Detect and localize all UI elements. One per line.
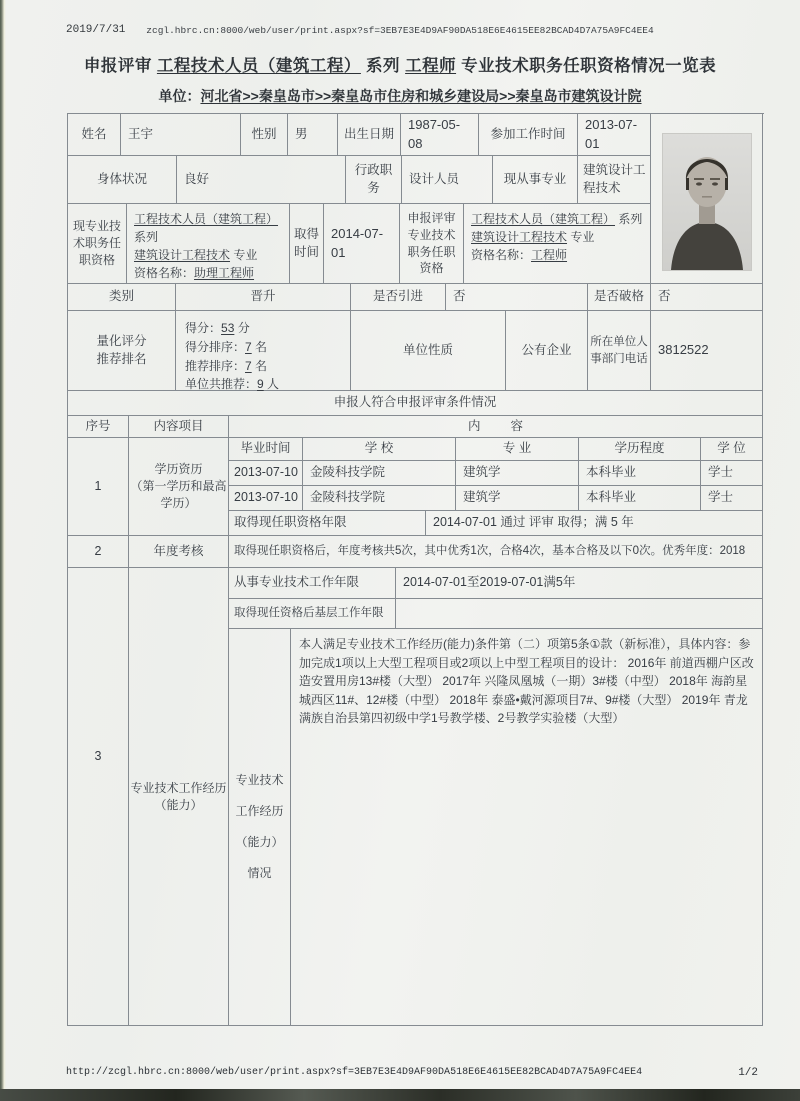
title-prefix: 申报评审 (83, 57, 157, 75)
print-date: 2019/7/31 (66, 24, 126, 36)
health-label: 身体状况 (68, 156, 177, 204)
score-details (176, 311, 351, 391)
section1-seq: 1 (68, 438, 129, 536)
edu-header-row (229, 438, 763, 461)
edu-header-major: 专 业 (456, 438, 579, 461)
section2-content: 取得现任职资格后，年度考核共5次，其中优秀1次，合格4次，基本合格及以下0次。优秀年度：2018 (229, 536, 763, 568)
conditions-header: 申报人符合申报评审条件情况 (68, 391, 763, 416)
work-years-label: 从事专业技术工作年限 (229, 568, 396, 599)
applicant-photo (663, 134, 751, 270)
grassroots-years-label: 取得现任资格后基层工作年限 (229, 599, 396, 629)
row-score (68, 311, 764, 391)
qualification-form-table (67, 113, 764, 1026)
obtain-time-label: 取得时间 (290, 204, 324, 284)
section-annual-assessment (68, 536, 764, 568)
tenure-row (229, 511, 763, 536)
obtain-time-value: 2014-07-01 (324, 204, 400, 284)
admin-duty-label: 行政职务 (346, 156, 402, 204)
footer-url: http://zcgl.hbrc.cn:8000/web/user/print.aspx?sf=3EB7E3E4D9AF90DA518E6E4615EE82BCAD4D7A75A9FC4EE4 (66, 1067, 643, 1078)
tenure-label: 取得现任职资格年限 (229, 511, 426, 536)
current-qual-lines: 工程技术人员（建筑工程） 系列 建筑设计工程技术 专业 资格名称：助理工程师 (134, 212, 279, 280)
name-label: 姓名 (68, 114, 121, 156)
edu-row (229, 486, 763, 511)
hr-phone-value: 3812522 (651, 311, 763, 391)
title-series-underlined: 工程技术人员（建筑工程） (156, 57, 361, 75)
join-date-value: 2013-07-01 (578, 114, 651, 156)
category-value: 晋升 (176, 284, 351, 311)
edu-major: 建筑学 (456, 486, 579, 511)
seq-column-header: 序号 (68, 416, 129, 438)
applicant-photo-image (663, 134, 751, 270)
edu-header-school: 学 校 (303, 438, 456, 461)
experience-detail-label: 专业技术 工作经历 （能力） 情况 (229, 629, 291, 1026)
edu-degree-level: 本科毕业 (579, 461, 701, 486)
section3-content (229, 568, 763, 1026)
title-suffix: 专业技术职务任职资格情况一览表 (456, 57, 717, 75)
row-basic-1 (68, 114, 651, 156)
tenure-value: 2014-07-01 通过 评审 取得；满 5 年 (426, 511, 763, 536)
hr-phone-label: 所在单位人事部门电话 (588, 311, 651, 391)
score-item: 单位共推荐：9 人 (185, 377, 280, 392)
item-column-header: 内容项目 (129, 416, 229, 438)
birth-value: 1987-05-08 (401, 114, 479, 156)
section-education (68, 438, 764, 536)
section1-content (229, 438, 763, 536)
score-label: 量化评分 推荐排名 (68, 311, 176, 391)
edu-major: 建筑学 (456, 461, 579, 486)
import-value: 否 (446, 284, 588, 311)
section2-seq: 2 (68, 536, 129, 568)
work-years-row (229, 568, 763, 599)
row-column-headers (68, 416, 764, 438)
title-rank-underlined: 工程师 (405, 57, 457, 75)
title-mid: 系列 (360, 57, 406, 75)
scan-edge-bottom (0, 1089, 800, 1101)
join-date-label: 参加工作时间 (479, 114, 578, 156)
score-item: 推荐排序：7 名 (185, 358, 268, 373)
unit-type-label: 单位性质 (351, 311, 506, 391)
row-basic-2 (68, 156, 651, 204)
page-title (0, 52, 800, 76)
edu-header-grad-date: 毕业时间 (229, 438, 303, 461)
admin-duty-value: 设计人员 (402, 156, 493, 204)
edu-degree-level: 本科毕业 (579, 486, 701, 511)
content-column-header: 内 容 (229, 416, 763, 438)
import-label: 是否引进 (351, 284, 446, 311)
health-value: 良好 (177, 156, 346, 204)
apply-qual-lines: 工程技术人员（建筑工程） 系列 建筑设计工程技术 专业 资格名称：工程师 (471, 212, 643, 262)
unit-label: 单位： (158, 88, 201, 104)
exception-value: 否 (651, 284, 763, 311)
footer-page-number: 1/2 (738, 1067, 758, 1079)
current-major-value: 建筑设计工程技术 (578, 156, 651, 204)
category-label: 类别 (68, 284, 176, 311)
gender-label: 性别 (241, 114, 288, 156)
photo-cell (651, 114, 763, 284)
score-item: 得分：53 分 (185, 321, 250, 335)
print-url: zcgl.hbrc.cn:8000/web/user/print.aspx?sf=3EB7E3E4D9AF90DA518E6E4615EE82BCAD4D7A75A9FC4EE4 (146, 25, 654, 36)
edu-degree: 学士 (701, 486, 763, 511)
grassroots-years-value (396, 599, 763, 629)
top-left-block (68, 114, 651, 284)
edu-school: 金陵科技学院 (303, 486, 456, 511)
current-major-label: 现从事专业 (493, 156, 578, 204)
apply-qual-label: 申报评审专业技术职务任职资格 (400, 204, 464, 284)
birth-label: 出生日期 (338, 114, 401, 156)
unit-type-value: 公有企业 (506, 311, 588, 391)
section-work-experience (68, 568, 764, 1026)
grassroots-years-row (229, 599, 763, 629)
gender-value: 男 (288, 114, 338, 156)
work-years-value: 2014-07-01至2019-07-01满5年 (396, 568, 763, 599)
section2-label: 年度考核 (129, 536, 229, 568)
section3-seq: 3 (68, 568, 129, 1026)
unit-line (0, 86, 800, 106)
edu-school: 金陵科技学院 (303, 461, 456, 486)
name-value: 王宇 (121, 114, 241, 156)
edu-header-degree: 学 位 (701, 438, 763, 461)
edu-grad-date: 2013-07-10 (229, 461, 303, 486)
edu-degree: 学士 (701, 461, 763, 486)
row-category (68, 284, 764, 311)
exception-label: 是否破格 (588, 284, 651, 311)
unit-path: 河北省>>秦皇岛市>>秦皇岛市住房和城乡建设局>>秦皇岛市建筑设计院 (200, 88, 642, 104)
section1-label: 学历资历 （第一学历和最高 学历） (129, 438, 229, 536)
current-qual-value (127, 204, 290, 284)
edu-header-degree-level: 学历程度 (579, 438, 701, 461)
edu-grad-date: 2013-07-10 (229, 486, 303, 511)
row-conditions-banner (68, 391, 764, 416)
apply-qual-value (464, 204, 651, 284)
row-qualifications (68, 204, 651, 284)
scan-edge-left (0, 0, 6, 1101)
experience-detail-content: 本人满足专业技术工作经历(能力)条件第（二）项第5条①款（新标准），具体内容：参加完成1项以上大型工程项目或2项以上中型工程项目的设计： 2016年 前道西棚户区改造安置用房13#楼（大型） 2017年 兴隆凤凰城（一期）3#楼（中型） 2018年 海韵星城西区11#、12#楼（中型） 2018年 泰盛•戴河源项目7#、9#楼（大型） 2019年 青龙满族自治县第四初级中学1号教学楼、2号教学实验楼（大型） (291, 629, 763, 1026)
current-qual-label: 现专业技术职务任职资格 (68, 204, 127, 284)
edu-row (229, 461, 763, 486)
score-item: 得分排序：7 名 (185, 339, 268, 354)
experience-detail-row (229, 629, 763, 1026)
section3-label: 专业技术工作经历 （能力） (129, 568, 229, 1026)
